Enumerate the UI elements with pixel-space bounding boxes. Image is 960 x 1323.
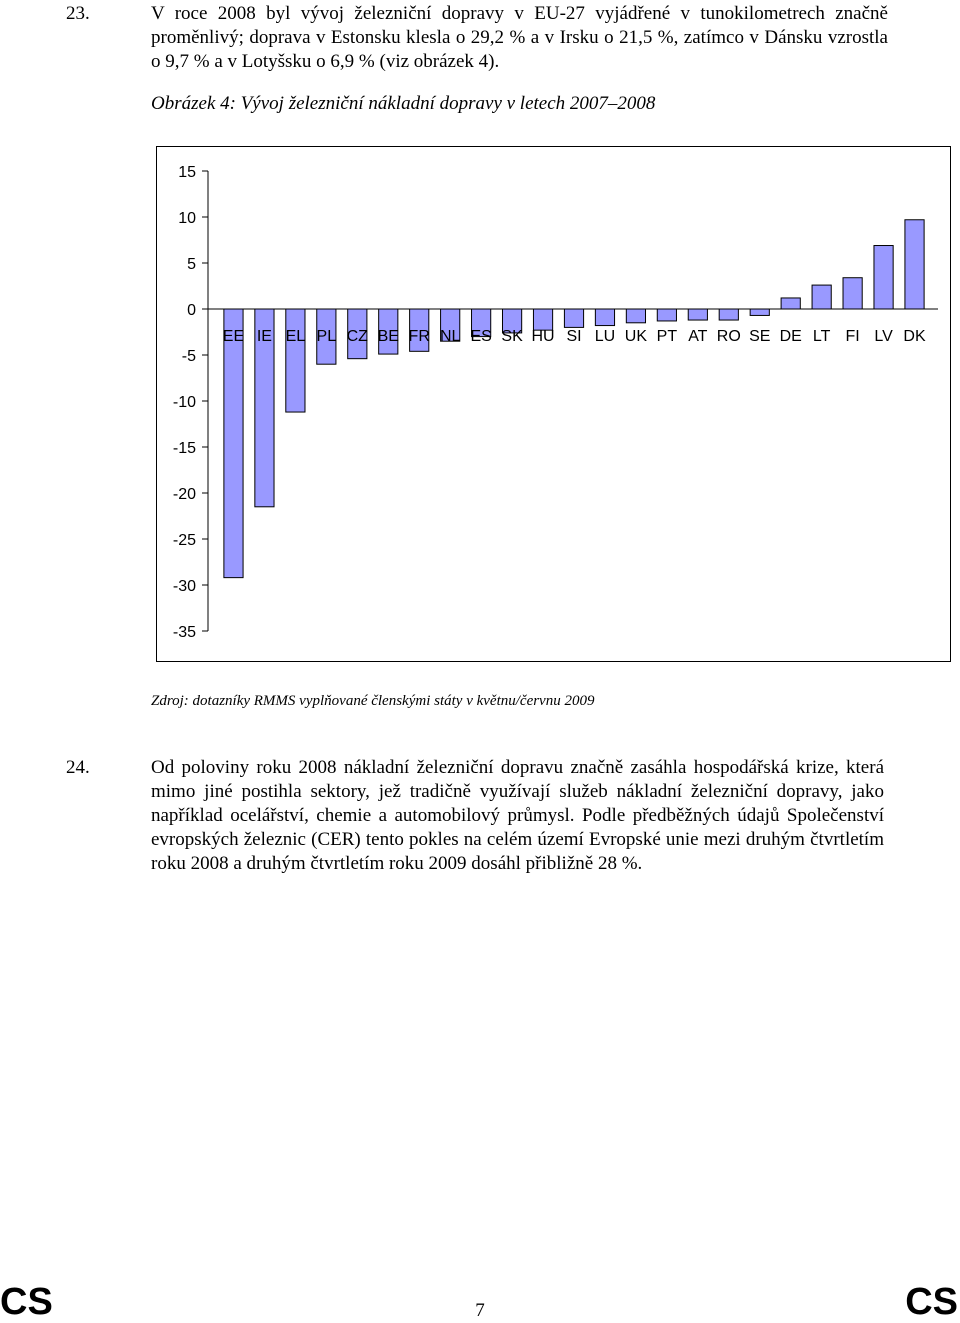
bar-uk [626, 309, 645, 323]
y-tick-label: 10 [178, 210, 196, 227]
x-tick-label-fi: FI [845, 328, 860, 345]
y-tick-label: -25 [172, 532, 196, 549]
x-tick-label-el: EL [285, 328, 306, 345]
bar-lu [595, 309, 614, 326]
bar-si [564, 309, 583, 327]
x-tick-label-lu: LU [594, 328, 616, 345]
bar-lv [874, 246, 893, 309]
x-tick-label-at: AT [688, 328, 708, 345]
chart-frame [156, 146, 951, 662]
x-tick-label-hu: HU [531, 328, 555, 345]
x-tick-label-lv: LV [874, 328, 893, 345]
y-tick-label: -5 [181, 348, 196, 365]
x-tick-label-ro: RO [716, 328, 741, 345]
bar-ro [719, 309, 738, 320]
x-tick-label-fr: FR [408, 328, 430, 345]
bar-de [781, 298, 800, 309]
figure-source: Zdroj: dotazníky RMMS vyplňované členskými státy v květnu/červnu 2009 [151, 693, 595, 709]
x-tick-label-se: SE [749, 328, 771, 345]
bar-pt [657, 309, 676, 321]
y-tick-label: -35 [172, 624, 196, 641]
x-tick-label-es: ES [470, 328, 492, 345]
bar-ee [224, 309, 243, 578]
y-tick-label: -10 [172, 394, 196, 411]
figure-caption: Obrázek 4: Vývoj železniční nákladní dopravy v letech 2007–2008 [151, 93, 656, 114]
page-number: 7 [475, 1300, 485, 1321]
x-tick-label-pl: PL [316, 328, 337, 345]
bar-se [750, 309, 769, 315]
bar-lt [812, 285, 831, 309]
y-tick-label: -15 [172, 440, 196, 457]
paragraph-23-text: V roce 2008 byl vývoj železniční dopravy v EU-27 vyjádřené v tunokilometrech značně proměnlivý; doprava v Estonsku klesla o 29,2 % a v Irsku o 21,5 %, zatímco v Dánsku vzrostla o 9,7 % a v Lotyšsku o 6,9 % (viz obrázek 4). [151, 3, 888, 72]
x-tick-label-sk: SK [501, 328, 523, 345]
x-tick-label-ie: IE [256, 328, 272, 345]
y-tick-label: -30 [172, 578, 196, 595]
bar-hu [533, 309, 552, 330]
y-tick-label: 15 [178, 164, 196, 181]
bar-at [688, 309, 707, 320]
x-tick-label-ee: EE [222, 328, 245, 345]
x-tick-label-lt: LT [812, 328, 831, 345]
x-tick-label-dk: DK [903, 328, 926, 345]
x-tick-label-si: SI [566, 328, 582, 345]
footer-language-right: CS [905, 1281, 958, 1323]
bar-el [286, 309, 305, 412]
footer-language-left: CS [0, 1281, 53, 1323]
x-tick-label-de: DE [779, 328, 802, 345]
paragraph-24-number: 24. [66, 757, 90, 778]
y-tick-label: -20 [172, 486, 196, 503]
x-tick-label-cz: CZ [346, 328, 368, 345]
bar-chart [157, 147, 952, 663]
y-tick-label: 0 [187, 302, 196, 319]
bar-fi [843, 278, 862, 309]
paragraph-23-number: 23. [66, 3, 90, 24]
x-tick-label-nl: NL [439, 328, 461, 345]
x-tick-label-pt: PT [656, 328, 678, 345]
x-tick-label-uk: UK [624, 328, 648, 345]
x-tick-label-be: BE [377, 328, 399, 345]
paragraph-24-text: Od poloviny roku 2008 nákladní železniční dopravu značně zasáhla hospodářská krize, která mimo jiné postihla sektory, jež tradičně využívají služeb nákladní železniční dopravy, jako například ocelářství, chemie a automobilový průmysl. Podle předběžných údajů Společenství evropských železnic (CER) tento pokles na celém území Evropské unie mezi druhým čtvrtletím roku 2008 a druhým čtvrtletím roku 2009 dosáhl přibližně 28 %. [151, 757, 884, 874]
y-tick-label: 5 [187, 256, 196, 273]
bar-dk [905, 220, 924, 309]
